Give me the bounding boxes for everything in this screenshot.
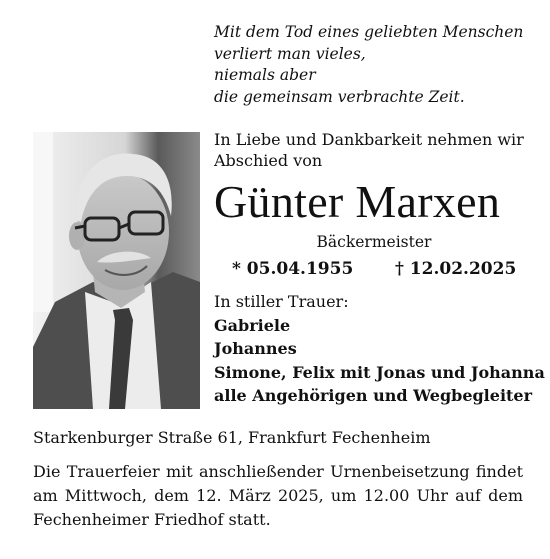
mourners-list [214,290,544,408]
poem-line: verliert man vieles, [214,44,366,63]
deceased-name: Günter Marxen [214,176,501,227]
deceased-profession: Bäckermeister [316,233,432,251]
mourner-name: Simone, Felix mit Jonas und Johanna [214,362,545,382]
death-date: † 12.02.2025 [395,259,517,279]
intro-line: Abschied von [214,151,323,170]
mourner-name: Johannes [214,339,297,358]
poem-line: die gemeinsam verbrachte Zeit. [214,87,465,106]
farewell-intro [214,129,534,171]
family-address: Starkenburger Straße 61, Frankfurt Fechenheim [33,428,431,447]
portrait-photo [33,132,200,409]
mourner-name: Gabriele [214,315,291,335]
poem-line: Mit dem Tod eines geliebten Menschen [214,23,524,41]
funeral-ceremony-info: Die Trauerfeier mit anschließender Urnenbeisetzung findet am Mittwoch, dem 12. März 2025, um 12.00 Uhr auf dem Fechenheimer Friedhof statt. [33,462,523,529]
birth-date: * 05.04.1955 [232,259,354,279]
memorial-poem [214,22,534,108]
mourners-intro: In stiller Trauer: [214,292,349,311]
intro-line: In Liebe und Dankbarkeit nehmen wir [214,130,524,149]
poem-line: niemals aber [214,66,316,84]
mourner-name: alle Angehörigen und Wegbegleiter [214,386,533,405]
